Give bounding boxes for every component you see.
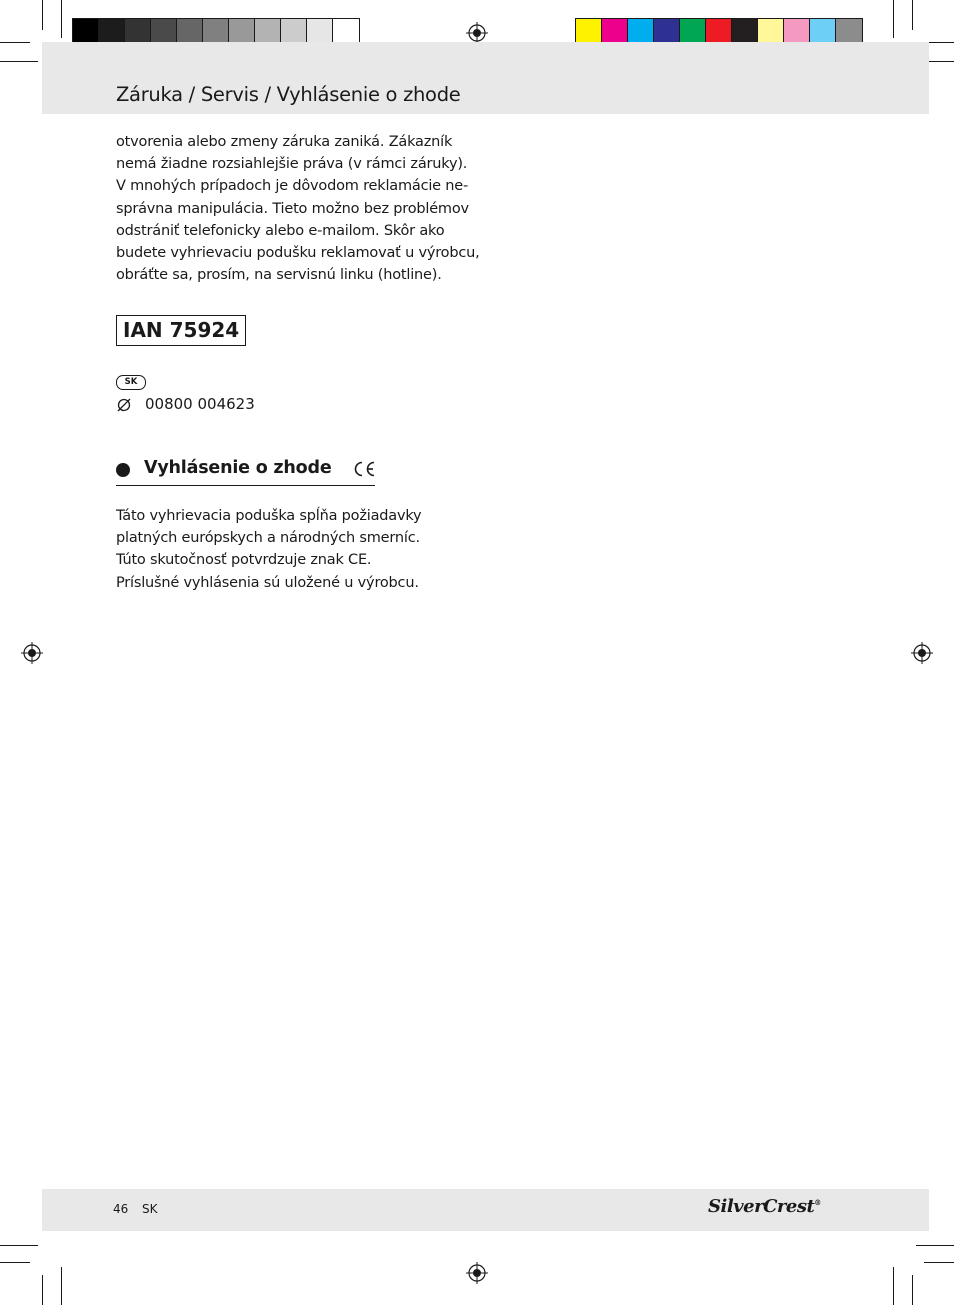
crop-mark xyxy=(924,1262,954,1263)
section-heading-text: Vyhlásenie o zhode xyxy=(144,458,332,478)
crop-mark xyxy=(916,1245,954,1246)
section-heading xyxy=(116,458,375,486)
crop-mark xyxy=(0,1262,30,1263)
text-line: otvorenia alebo zmeny záruka zaniká. Zákazník xyxy=(116,134,453,150)
registered-symbol: ® xyxy=(814,1198,821,1207)
text-line: Táto vyhrievacia poduška spĺňa požiadavky xyxy=(116,508,422,524)
phone-icon xyxy=(116,397,132,413)
crop-mark xyxy=(912,1275,913,1305)
registration-mark-icon xyxy=(911,642,933,664)
warranty-paragraph xyxy=(116,131,480,286)
text-line: platných európskych a národných smerníc. xyxy=(116,530,420,547)
crop-mark xyxy=(0,42,30,43)
hotline-number: 00800 004623 xyxy=(145,395,255,413)
registration-mark-icon xyxy=(466,1262,488,1284)
text-line: nemá žiadne rozsiahlejšie práva (v rámci záruky). xyxy=(116,156,468,173)
registration-mark-icon xyxy=(466,22,488,44)
crop-mark xyxy=(893,0,894,38)
text-line: odstrániť telefonicky alebo e-mailom. Skôr ako xyxy=(116,222,445,239)
brand-name: SilverCrest xyxy=(708,1196,815,1217)
crop-mark xyxy=(61,1267,62,1305)
crop-mark xyxy=(42,1275,43,1305)
crop-mark xyxy=(42,0,43,30)
crop-mark xyxy=(0,61,38,62)
bullet-icon xyxy=(116,463,130,477)
crop-mark xyxy=(0,1245,38,1246)
brand-logo xyxy=(708,1196,821,1217)
registration-mark-icon xyxy=(21,642,43,664)
page-title: Záruka / Servis / Vyhlásenie o zhode xyxy=(116,83,461,106)
text-line: správna manipulácia. Tieto možno bez problémov xyxy=(116,200,469,217)
country-badge: SK xyxy=(116,375,146,390)
crop-mark xyxy=(61,0,62,38)
text-line: Túto skutočnosť potvrdzuje znak CE. xyxy=(116,552,372,569)
text-line: obráťte sa, prosím, na servisnú linku (hotline). xyxy=(116,267,442,284)
text-line: V mnohých prípadoch je dôvodom reklamácie ne- xyxy=(116,178,469,195)
ian-number-box: IAN 75924 xyxy=(116,315,246,346)
crop-mark xyxy=(893,1267,894,1305)
crop-mark xyxy=(912,0,913,30)
ce-mark-icon xyxy=(352,459,376,479)
footer-language: SK xyxy=(142,1202,158,1216)
conformity-paragraph xyxy=(116,505,421,594)
text-line: budete vyhrievaciu podušku reklamovať u výrobcu, xyxy=(116,245,480,262)
page-number: 46 xyxy=(113,1202,129,1216)
text-line: Príslušné vyhlásenia sú uložené u výrobcu. xyxy=(116,574,419,591)
